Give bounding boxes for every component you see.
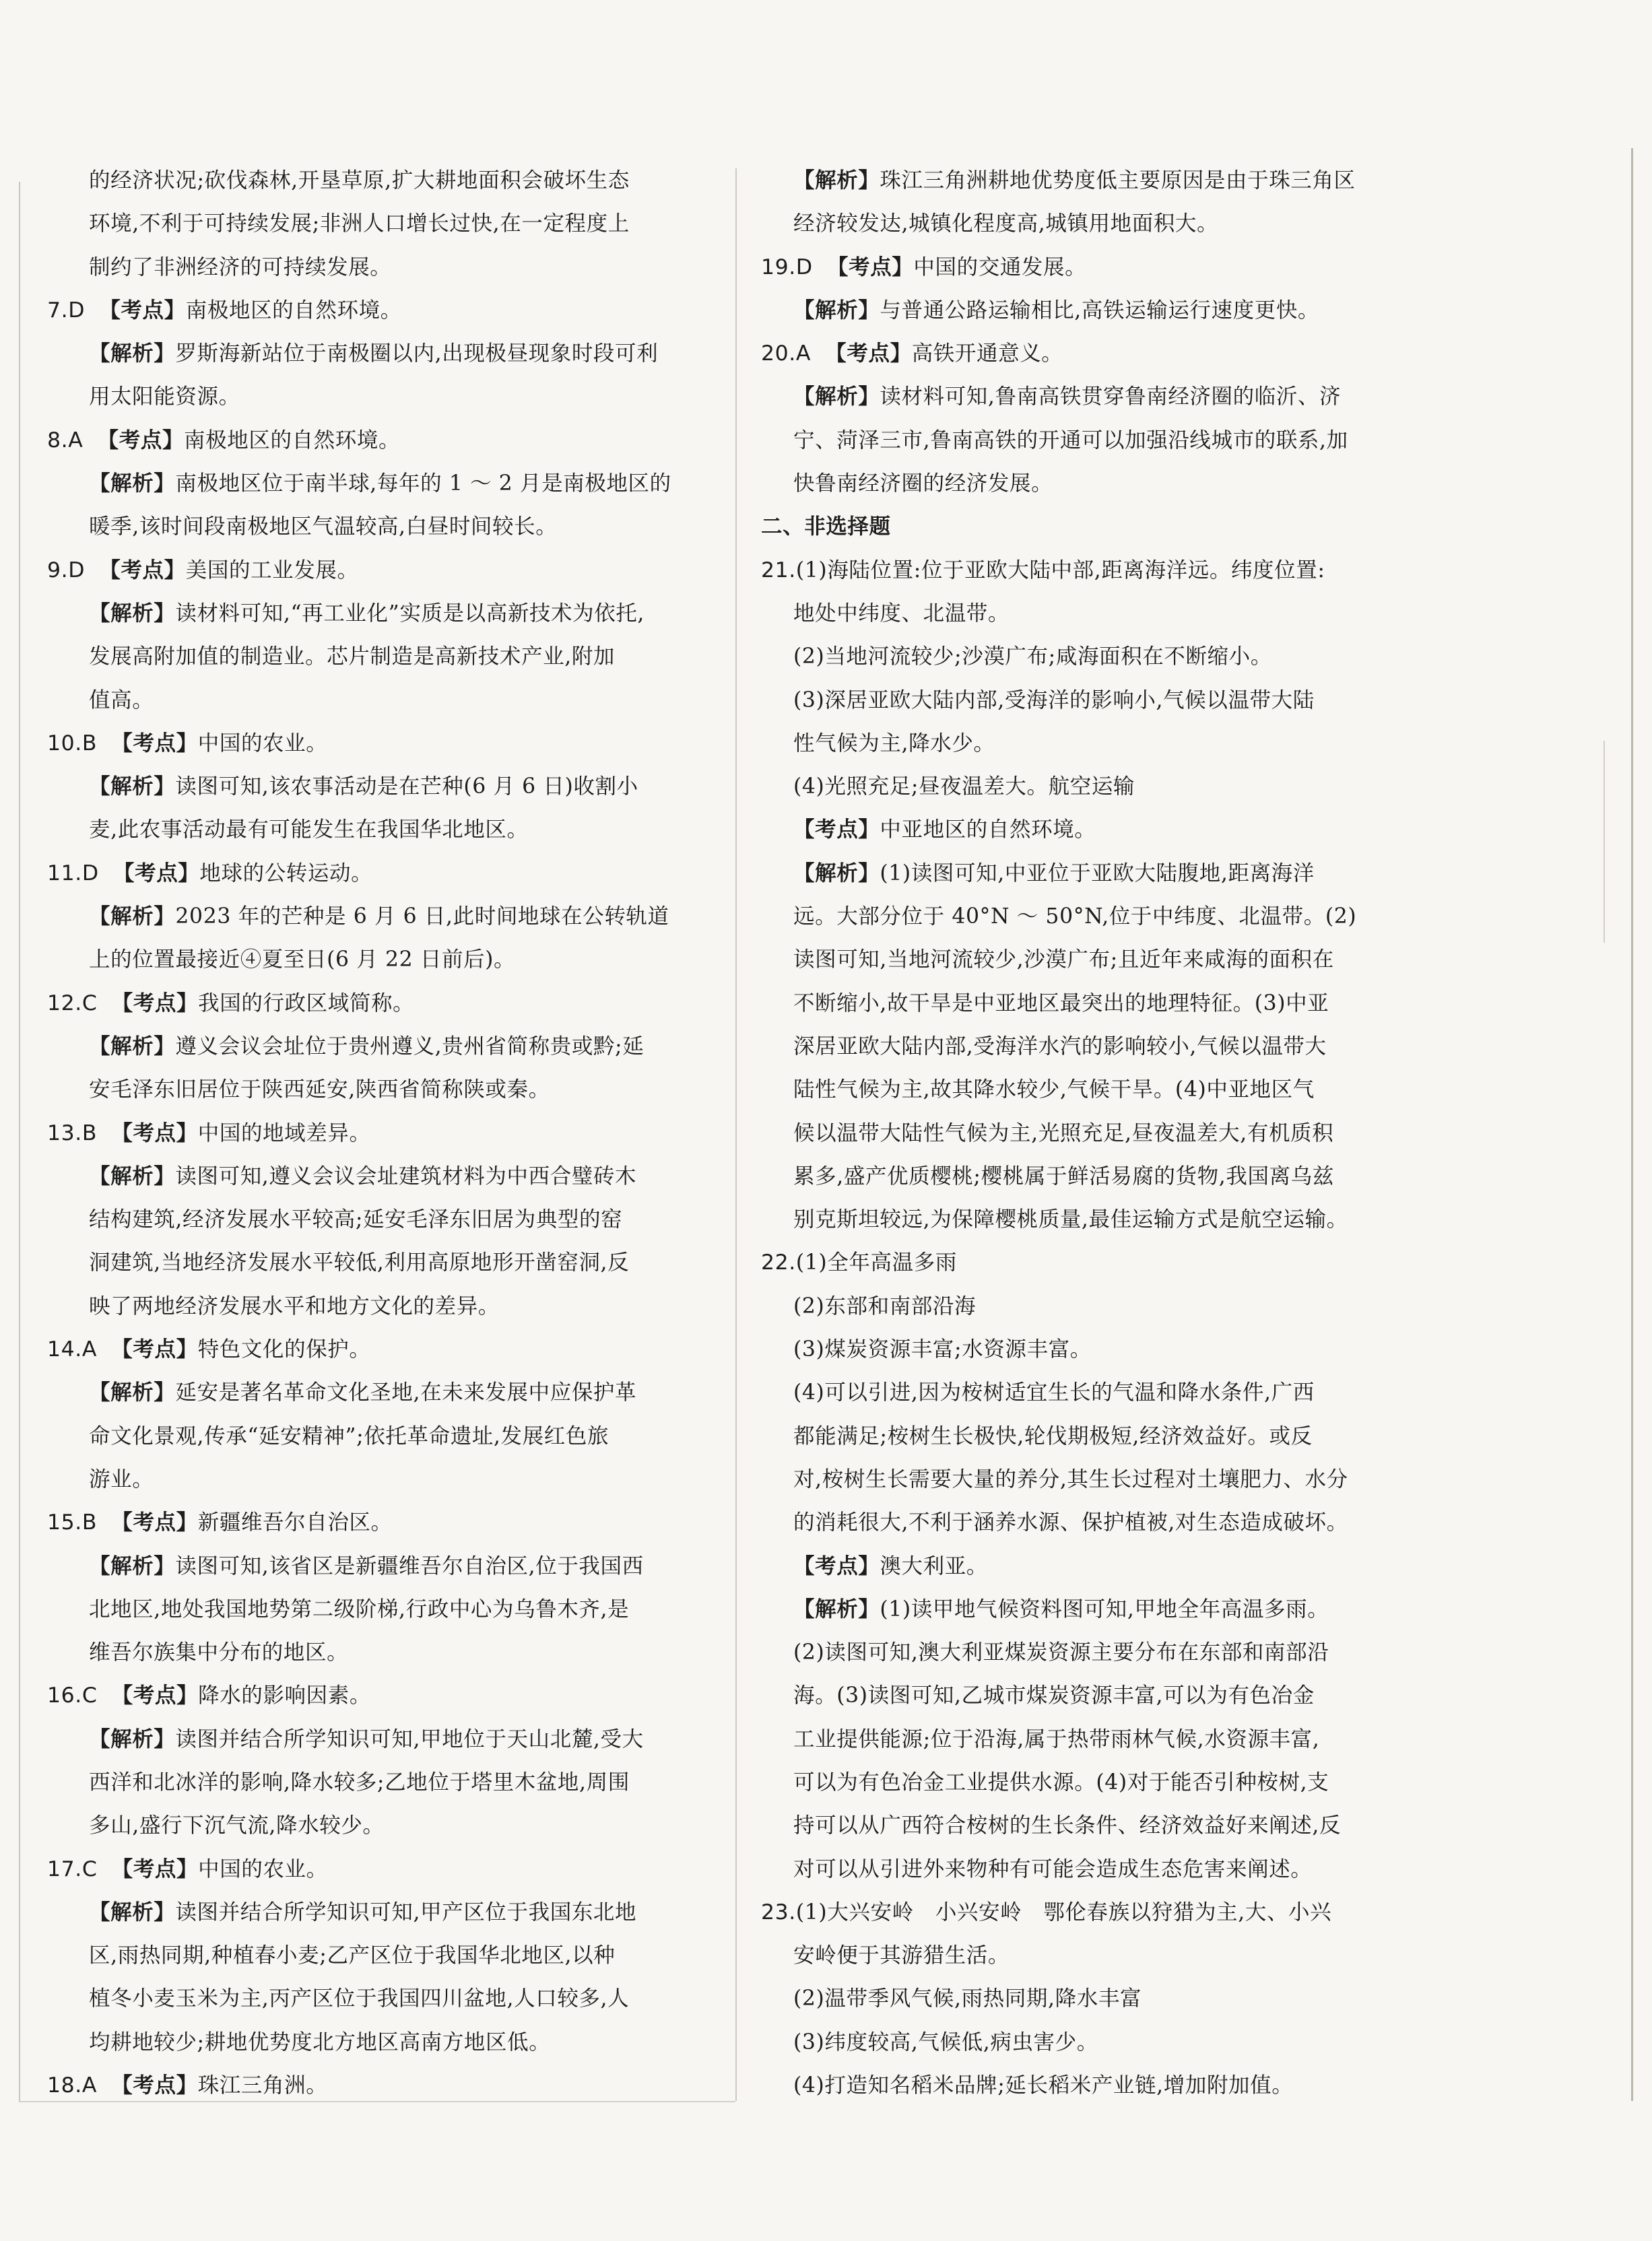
- body-line: [761, 462, 1434, 505]
- answer-key-line: [47, 419, 721, 462]
- kaodian-tag: 【考点】: [111, 991, 199, 1015]
- body-line: [761, 1934, 1434, 1977]
- body-text: 持可以从广西符合桉树的生长条件、经济效益好来阐述,反: [793, 1813, 1342, 1838]
- body-line: [761, 1112, 1434, 1155]
- kaodian-text: 中国的交通发展。: [913, 255, 1087, 279]
- question-number: 17.C: [47, 1857, 98, 1881]
- body-line: [47, 1804, 721, 1847]
- body-text: (3)深居亚欧大陆内部,受海洋的影响小,气候以温带大陆: [793, 688, 1315, 712]
- question-number: 8.A: [47, 428, 84, 453]
- body-line: [761, 938, 1434, 981]
- analysis-text: 遵义会议会址位于贵州遵义,贵州省简称贵或黔;延: [175, 1034, 645, 1059]
- body-line: [47, 1588, 721, 1631]
- body-line: [47, 1934, 721, 1977]
- body-text: 均耕地较少;耕地优势度北方地区高南方地区低。: [89, 2030, 551, 2054]
- body-text: 快鲁南经济圈的经济发展。: [793, 471, 1053, 496]
- question-number: 19.D: [761, 255, 813, 279]
- body-text: 候以温带大陆性气候为主,光照充足,昼夜温差大,有机质积: [793, 1120, 1334, 1145]
- question-text: (1)海陆位置:位于亚欧大陆中部,距离海洋远。纬度位置:: [795, 558, 1325, 582]
- body-line: [761, 1761, 1434, 1804]
- body-line: [761, 1285, 1434, 1328]
- body-line: [761, 1155, 1434, 1198]
- analysis-line: [47, 765, 721, 808]
- kaodian-tag: 【考点】: [99, 558, 186, 582]
- answer-key-line: [47, 982, 721, 1025]
- body-text: 北地区,地处我国地势第二级阶梯,行政中心为乌鲁木齐,是: [89, 1597, 630, 1621]
- label-tag: 【解析】: [89, 341, 176, 366]
- answer-key-line: [47, 852, 721, 895]
- kaodian-text: 南极地区的自然环境。: [185, 298, 402, 323]
- answer-key-line: [761, 332, 1434, 375]
- label-tag: 【解析】: [89, 1034, 176, 1059]
- kaodian-tag: 【考点】: [111, 1337, 198, 1362]
- body-line: [761, 1631, 1434, 1674]
- analysis-line: [47, 1718, 721, 1761]
- analysis-line: [47, 1545, 721, 1588]
- analysis-text: 延安是著名革命文化圣地,在未来发展中应保护革: [175, 1380, 637, 1405]
- body-line: [761, 419, 1434, 462]
- label-tag: 【解析】: [793, 298, 880, 323]
- kaodian-text: 特色文化的保护。: [197, 1337, 371, 1362]
- analysis-text: 读材料可知,鲁南高铁贯穿鲁南经济圈的临沂、济: [880, 384, 1342, 409]
- kaodian-tag: 【考点】: [113, 861, 200, 885]
- body-text: 游业。: [89, 1467, 154, 1492]
- body-text: 结构建筑,经济发展水平较高;延安毛泽东旧居为典型的窑: [89, 1207, 623, 1232]
- analysis-line: [761, 852, 1434, 895]
- body-text: 制约了非洲经济的可持续发展。: [89, 255, 392, 279]
- body-text: 上的位置最接近④夏至日(6 月 22 日前后)。: [89, 947, 516, 972]
- analysis-line: [761, 375, 1434, 418]
- question-line: [761, 549, 1434, 592]
- question-text: (1)大兴安岭 小兴安岭 鄂伦春族以狩猎为主,大、小兴: [795, 1900, 1332, 1925]
- question-number: 9.D: [47, 558, 86, 582]
- body-line: [47, 938, 721, 981]
- body-text: 工业提供能源;位于沿海,属于热带雨林气候,水资源丰富,: [793, 1727, 1320, 1751]
- label-tag: 【解析】: [89, 1727, 176, 1751]
- section-heading: [761, 505, 1434, 548]
- question-number: 12.C: [47, 991, 98, 1015]
- question-number: 13.B: [47, 1120, 98, 1145]
- kaodian-text: 中国的农业。: [198, 1857, 328, 1881]
- body-text: 都能满足;桉树生长极快,轮伐期极短,经济效益好。或反: [793, 1424, 1313, 1448]
- question-line: [761, 1891, 1434, 1934]
- body-line: [761, 1328, 1434, 1371]
- kaodian-text: 地球的公转运动。: [199, 861, 373, 885]
- kaodian-text: 中国的农业。: [197, 731, 328, 756]
- body-text: 性气候为主,降水少。: [793, 731, 995, 756]
- question-number: 7.D: [47, 298, 86, 323]
- body-text: 对可以从引进外来物种有可能会造成生态危害来阐述。: [793, 1857, 1313, 1881]
- analysis-text: (1)读甲地气候资料图可知,甲地全年高温多雨。: [880, 1597, 1329, 1621]
- kaodian-text: 中国的地域差异。: [197, 1120, 371, 1145]
- label-tag: 【解析】: [89, 904, 176, 929]
- body-text: 的消耗很大,不利于涵养水源、保护植被,对生态造成破坏。: [793, 1510, 1348, 1535]
- body-line: [761, 1371, 1434, 1414]
- analysis-text: 读材料可知,“再工业化”实质是以高新技术为依托,: [175, 601, 645, 626]
- label-tag: 【考点】: [793, 1553, 880, 1578]
- analysis-line: [47, 1891, 721, 1934]
- body-text: 累多,盛产优质樱桃;樱桃属于鲜活易腐的货物,我国离乌兹: [793, 1164, 1334, 1189]
- body-line: [761, 1025, 1434, 1068]
- kaodian-tag: 【考点】: [111, 2073, 198, 2098]
- analysis-line: [47, 592, 721, 635]
- analysis-text: 中亚地区的自然环境。: [880, 817, 1096, 842]
- body-line: [761, 982, 1434, 1025]
- analysis-text: (1)读图可知,中亚位于亚欧大陆腹地,距离海洋: [880, 861, 1315, 885]
- question-line: [761, 1241, 1434, 1284]
- kaodian-tag: 【考点】: [97, 428, 185, 453]
- kaodian-tag: 【考点】: [825, 341, 912, 366]
- kaodian-text: 我国的行政区域简称。: [198, 991, 415, 1015]
- analysis-text: 读图并结合所学知识可知,甲产区位于我国东北地: [175, 1900, 637, 1925]
- body-text: (2)东部和南部沿海: [793, 1294, 977, 1318]
- answer-key-line: [47, 549, 721, 592]
- analysis-line: [761, 1545, 1434, 1588]
- body-line: [761, 895, 1434, 938]
- question-number: 20.A: [761, 341, 812, 366]
- body-line: [47, 159, 721, 202]
- question-number: 18.A: [47, 2073, 98, 2098]
- label-tag: 【解析】: [793, 1597, 880, 1621]
- question-number: 11.D: [47, 861, 99, 885]
- kaodian-text: 高铁开通意义。: [911, 341, 1063, 366]
- question-number: 10.B: [47, 731, 98, 756]
- question-number: 15.B: [47, 1510, 98, 1535]
- body-text: 海。(3)读图可知,乙城市煤炭资源丰富,可以为有色冶金: [793, 1683, 1315, 1708]
- analysis-text: 珠江三角洲耕地优势度低主要原因是由于珠三角区: [880, 168, 1356, 193]
- kaodian-tag: 【考点】: [111, 1683, 199, 1708]
- answer-key-line: [47, 1328, 721, 1371]
- answer-key-line: [47, 289, 721, 332]
- body-text: 远。大部分位于 40°N ～ 50°N,位于中纬度、北温带。(2): [793, 904, 1357, 929]
- kaodian-text: 新疆维吾尔自治区。: [197, 1510, 393, 1535]
- question-number: 16.C: [47, 1683, 98, 1708]
- body-text: (3)纬度较高,气候低,病虫害少。: [793, 2030, 1098, 2054]
- body-text: (2)读图可知,澳大利亚煤炭资源主要分布在东部和南部沿: [793, 1640, 1329, 1665]
- body-text: 的经济状况;砍伐森林,开垦草原,扩大耕地面积会破坏生态: [89, 168, 630, 193]
- body-line: [47, 635, 721, 678]
- body-line: [761, 2064, 1434, 2107]
- answer-key-line: [47, 722, 721, 765]
- body-text: 环境,不利于可持续发展;非洲人口增长过快,在一定程度上: [89, 211, 630, 236]
- label-tag: 【解析】: [89, 1553, 176, 1578]
- analysis-line: [47, 462, 721, 505]
- body-text: 多山,盛行下沉气流,降水较少。: [89, 1813, 385, 1838]
- body-line: [47, 505, 721, 548]
- body-text: 可以为有色冶金工业提供水源。(4)对于能否引种桉树,支: [793, 1770, 1329, 1795]
- body-line: [47, 1068, 721, 1111]
- analysis-line: [47, 1371, 721, 1414]
- body-text: 不断缩小,故干旱是中亚地区最突出的地理特征。(3)中亚: [793, 991, 1329, 1015]
- analysis-line: [761, 808, 1434, 851]
- kaodian-tag: 【考点】: [111, 1510, 198, 1535]
- body-line: [47, 1761, 721, 1804]
- body-text: 映了两地经济发展水平和地方文化的差异。: [89, 1294, 500, 1318]
- kaodian-tag: 【考点】: [827, 255, 914, 279]
- body-line: [47, 1198, 721, 1241]
- right-margin-rule: [1631, 148, 1633, 2101]
- body-text: 深居亚欧大陆内部,受海洋水汽的影响较小,气候以温带大: [793, 1034, 1327, 1059]
- body-text: 发展高附加值的制造业。芯片制造是高新技术产业,附加: [89, 644, 616, 669]
- analysis-text: 读图并结合所学知识可知,甲地位于天山北麓,受大: [175, 1727, 644, 1751]
- left-column: [47, 159, 721, 2107]
- right-margin-mark: [1604, 741, 1605, 943]
- question-number: 21.: [761, 558, 796, 582]
- body-line: [47, 202, 721, 245]
- body-text: (4)打造知名稻米品牌;延长稻米产业链,增加附加值。: [793, 2073, 1294, 2098]
- answer-key-line: [47, 2064, 721, 2107]
- label-tag: 【解析】: [89, 471, 176, 496]
- body-line: [761, 1804, 1434, 1847]
- analysis-text: 读图可知,该农事活动是在芒种(6 月 6 日)收割小: [175, 774, 638, 799]
- body-text: (4)可以引进,因为桉树适宜生长的气温和降水条件,广西: [793, 1380, 1315, 1405]
- analysis-line: [47, 332, 721, 375]
- kaodian-tag: 【考点】: [111, 1120, 198, 1145]
- answer-key-line: [47, 1501, 721, 1544]
- analysis-line: [761, 289, 1434, 332]
- answer-key-line: [47, 1674, 721, 1717]
- kaodian-tag: 【考点】: [111, 1857, 199, 1881]
- left-margin-rule: [19, 182, 20, 2101]
- body-line: [761, 1848, 1434, 1891]
- body-line: [761, 202, 1434, 245]
- body-line: [47, 246, 721, 289]
- body-line: [761, 1501, 1434, 1544]
- body-text: 维吾尔族集中分布的地区。: [89, 1640, 349, 1665]
- column-divider: [735, 168, 737, 2101]
- analysis-text: 罗斯海新站位于南极圈以内,出现极昼现象时段可利: [175, 341, 659, 366]
- kaodian-text: 降水的影响因素。: [198, 1683, 371, 1708]
- body-text: 经济较发达,城镇化程度高,城镇用地面积大。: [793, 211, 1219, 236]
- body-text: 麦,此农事活动最有可能发生在我国华北地区。: [89, 817, 529, 842]
- body-line: [761, 1415, 1434, 1458]
- label-tag: 【解析】: [793, 861, 880, 885]
- kaodian-tag: 【考点】: [99, 298, 186, 323]
- body-text: (2)当地河流较少;沙漠广布;咸海面积在不断缩小。: [793, 644, 1272, 669]
- body-line: [761, 1977, 1434, 2020]
- label-tag: 【解析】: [89, 1900, 176, 1925]
- body-line: [761, 1458, 1434, 1501]
- body-line: [47, 1631, 721, 1674]
- analysis-text: 与普通公路运输相比,高铁运输运行速度更快。: [880, 298, 1320, 323]
- body-line: [761, 722, 1434, 765]
- body-line: [761, 1674, 1434, 1717]
- body-text: (3)煤炭资源丰富;水资源丰富。: [793, 1337, 1092, 1362]
- body-text: (4)光照充足;昼夜温差大。航空运输: [793, 774, 1135, 799]
- label-tag: 【解析】: [89, 1164, 176, 1189]
- label-tag: 【解析】: [89, 601, 176, 626]
- body-line: [761, 635, 1434, 678]
- body-text: (2)温带季风气候,雨热同期,降水丰富: [793, 1986, 1142, 2011]
- question-text: (1)全年高温多雨: [795, 1250, 957, 1275]
- label-tag: 【解析】: [793, 168, 880, 193]
- analysis-line: [761, 159, 1434, 202]
- kaodian-text: 珠江三角洲。: [197, 2073, 328, 2098]
- question-number: 22.: [761, 1250, 796, 1275]
- body-line: [47, 679, 721, 722]
- body-text: 命文化景观,传承“延安精神”;依托革命遗址,发展红色旅: [89, 1424, 609, 1448]
- body-line: [47, 1415, 721, 1458]
- body-text: 陆性气候为主,故其降水较少,气候干旱。(4)中亚地区气: [793, 1077, 1315, 1102]
- body-text: 安毛泽东旧居位于陕西延安,陕西省简称陕或秦。: [89, 1077, 550, 1102]
- body-text: 安岭便于其游猎生活。: [793, 1943, 1010, 1968]
- kaodian-text: 美国的工业发展。: [185, 558, 359, 582]
- analysis-line: [47, 895, 721, 938]
- section-title: 二、非选择题: [761, 514, 891, 539]
- body-line: [47, 375, 721, 418]
- body-text: 植冬小麦玉米为主,丙产区位于我国四川盆地,人口较多,人: [89, 1986, 630, 2011]
- analysis-line: [761, 1588, 1434, 1631]
- body-line: [47, 1458, 721, 1501]
- label-tag: 【解析】: [89, 1380, 176, 1405]
- body-text: 区,雨热同期,种植春小麦;乙产区位于我国华北地区,以种: [89, 1943, 616, 1968]
- body-line: [47, 1285, 721, 1328]
- body-text: 暖季,该时间段南极地区气温较高,白昼时间较长。: [89, 514, 558, 539]
- body-text: 用太阳能资源。: [89, 384, 240, 409]
- body-text: 别克斯坦较远,为保障樱桃质量,最佳运输方式是航空运输。: [793, 1207, 1348, 1232]
- body-text: 读图可知,当地河流较少,沙漠广布;且近年来咸海的面积在: [793, 947, 1334, 972]
- answer-key-line: [761, 246, 1434, 289]
- analysis-text: 读图可知,该省区是新疆维吾尔自治区,位于我国西: [175, 1553, 644, 1578]
- body-line: [47, 2021, 721, 2064]
- question-number: 23.: [761, 1900, 796, 1925]
- body-line: [761, 765, 1434, 808]
- analysis-line: [47, 1155, 721, 1198]
- analysis-text: 澳大利亚。: [880, 1553, 988, 1578]
- body-line: [47, 1977, 721, 2020]
- body-text: 西洋和北冰洋的影响,降水较多;乙地位于塔里木盆地,周围: [89, 1770, 630, 1795]
- body-line: [761, 1198, 1434, 1241]
- body-text: 洞建筑,当地经济发展水平较低,利用高原地形开凿窑洞,反: [89, 1250, 630, 1275]
- label-tag: 【解析】: [793, 384, 880, 409]
- body-line: [761, 679, 1434, 722]
- body-text: 宁、菏泽三市,鲁南高铁的开通可以加强沿线城市的联系,加: [793, 428, 1348, 453]
- analysis-line: [47, 1025, 721, 1068]
- answer-key-line: [47, 1848, 721, 1891]
- analysis-text: 2023 年的芒种是 6 月 6 日,此时间地球在公转轨道: [175, 904, 669, 929]
- answer-key-line: [47, 1112, 721, 1155]
- right-column: [761, 159, 1434, 2107]
- kaodian-text: 南极地区的自然环境。: [184, 428, 401, 453]
- body-text: 对,桉树生长需要大量的养分,其生长过程对土壤肥力、水分: [793, 1467, 1348, 1492]
- body-text: 值高。: [89, 688, 154, 712]
- body-line: [761, 2021, 1434, 2064]
- body-line: [761, 592, 1434, 635]
- body-line: [761, 1718, 1434, 1761]
- body-line: [47, 1241, 721, 1284]
- kaodian-tag: 【考点】: [111, 731, 198, 756]
- analysis-text: 南极地区位于南半球,每年的 1 ～ 2 月是南极地区的: [175, 471, 671, 496]
- body-line: [47, 808, 721, 851]
- question-number: 14.A: [47, 1337, 98, 1362]
- label-tag: 【考点】: [793, 817, 880, 842]
- label-tag: 【解析】: [89, 774, 176, 799]
- body-text: 地处中纬度、北温带。: [793, 601, 1010, 626]
- analysis-text: 读图可知,遵义会议会址建筑材料为中西合璧砖木: [175, 1164, 637, 1189]
- body-line: [761, 1068, 1434, 1111]
